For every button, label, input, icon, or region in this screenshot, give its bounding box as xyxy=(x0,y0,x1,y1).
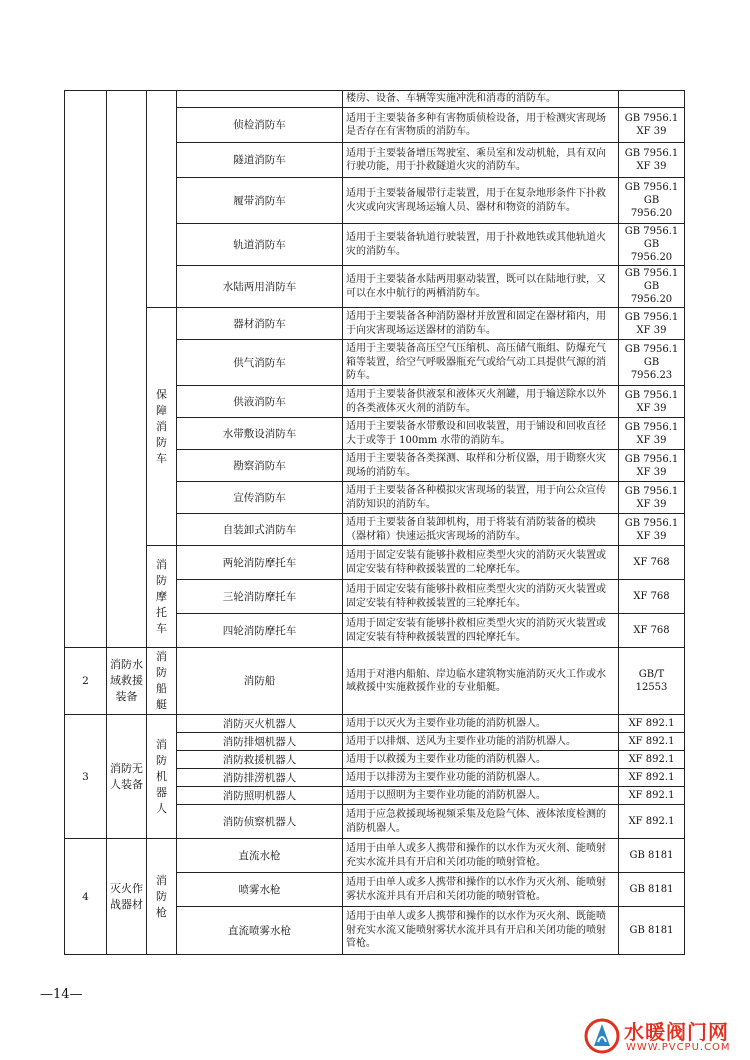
standard-code-cell: XF 892.1 xyxy=(619,751,685,769)
category-name-cell xyxy=(107,91,147,648)
equipment-description-cell: 适用于应急救援现场视频采集及危险气体、液体浓度检测的消防机器人。 xyxy=(343,805,619,839)
equipment-description-cell: 适用于固定安装有能够扑救相应类型火灾的消防灭火装置或固定安装有特种救援装置的四轮摩托车。 xyxy=(343,614,619,648)
equipment-description-cell: 适用于主要装备各种模拟灾害现场的装置，用于向公众宣传消防知识的消防车。 xyxy=(343,482,619,514)
subcategory-cell: 消防枪 xyxy=(147,839,177,955)
equipment-description-cell: 适用于主要装备轨道行驶装置，用于扑救地铁或其他轨道火灾的消防车。 xyxy=(343,224,619,266)
standard-code-cell: GB 8181 xyxy=(619,873,685,907)
equipment-description-cell: 适用于以灭火为主要作业功能的消防机器人。 xyxy=(343,715,619,733)
standard-code-cell: XF 892.1 xyxy=(619,787,685,805)
subcategory-cell: 消防机器人 xyxy=(147,715,177,839)
equipment-description-cell: 适用于主要装备供液泵和液体灭火剂罐，用于输送除水以外的各类液体灭火剂的消防车。 xyxy=(343,386,619,418)
equipment-name-cell: 水带敷设消防车 xyxy=(177,418,343,450)
standard-code-cell: XF 768 xyxy=(619,546,685,580)
equipment-name-cell: 直流水枪 xyxy=(177,839,343,873)
equipment-description-cell: 适用于主要装备高压空气压缩机、高压储气瓶组、防爆充气箱等装置，给空气呼吸器瓶充气或给气动工具提供气源的消防车。 xyxy=(343,340,619,386)
table-row xyxy=(65,839,685,873)
equipment-name-cell: 自装卸式消防车 xyxy=(177,514,343,546)
watermark-name: 水暖阀门网 xyxy=(624,1020,729,1044)
equipment-description-cell: 适用于主要装备水陆两用驱动装置，既可以在陆地行驶，又可以在水中航行的两栖消防车。 xyxy=(343,266,619,308)
equipment-name-cell: 供液消防车 xyxy=(177,386,343,418)
standard-code-cell: GB 7956.1 XF 39 xyxy=(619,386,685,418)
equipment-description-cell: 适用于由单人或多人携带和操作的以水作为灭火剂、能喷射充实水流并具有开启和关闭功能的喷射管枪。 xyxy=(343,839,619,873)
equipment-description-cell: 适用于由单人或多人携带和操作的以水作为灭火剂、既能喷射充实水流又能喷射雾状水流并具有开启和关闭功能的喷射管枪。 xyxy=(343,907,619,955)
category-name-cell: 消防水域救援装备 xyxy=(107,648,147,715)
equipment-name-cell: 消防船 xyxy=(177,648,343,715)
equipment-description-cell: 楼房、设备、车辆等实施冲洗和消毒的消防车。 xyxy=(343,91,619,108)
equipment-name-cell: 履带消防车 xyxy=(177,178,343,224)
standard-code-cell xyxy=(619,91,685,108)
standard-code-cell: GB 7956.1 GB 7956.23 xyxy=(619,340,685,386)
equipment-name-cell: 宣传消防车 xyxy=(177,482,343,514)
equipment-description-cell: 适用于主要装备履带行走装置，用于在复杂地形条件下扑救火灾或向灾害现场运输人员、器材和物资的消防车。 xyxy=(343,178,619,224)
equipment-name-cell: 轨道消防车 xyxy=(177,224,343,266)
standard-code-cell: GB 7956.1 XF 39 xyxy=(619,143,685,178)
equipment-description-cell: 适用于主要装备自装卸机构，用于将装有消防装备的模块（器材箱）快速运抵灾害现场的消防车。 xyxy=(343,514,619,546)
standard-code-cell: GB 7956.1 GB 7956.20 xyxy=(619,178,685,224)
standard-code-cell: GB 7956.1 GB 7956.20 xyxy=(619,266,685,308)
standard-code-cell: XF 892.1 xyxy=(619,769,685,787)
subcategory-cell: 保障消防车 xyxy=(147,308,177,546)
standard-code-cell: XF 892.1 xyxy=(619,733,685,751)
subcategory-cell: 消防摩托车 xyxy=(147,546,177,648)
equipment-name-cell: 勘察消防车 xyxy=(177,450,343,482)
equipment-name-cell: 消防救援机器人 xyxy=(177,751,343,769)
standard-code-cell: GB 7956.1 GB 7956.20 xyxy=(619,224,685,266)
watermark-site: WWW.PVCPU.COM xyxy=(626,1042,731,1053)
equipment-name-cell: 三轮消防摩托车 xyxy=(177,580,343,614)
equipment-description-cell: 适用于主要装备多种有害物质侦检设备，用于检测灾害现场是否存在有害物质的消防车。 xyxy=(343,108,619,143)
equipment-name-cell: 消防排烟机器人 xyxy=(177,733,343,751)
equipment-description-cell: 适用于固定安装有能够扑救相应类型火灾的消防灭火装置或固定安装有特种救援装置的三轮摩托车。 xyxy=(343,580,619,614)
equipment-name-cell: 消防排涝机器人 xyxy=(177,769,343,787)
standard-code-cell: GB 7956.1 XF 39 xyxy=(619,514,685,546)
equipment-description-cell: 适用于主要装备各种消防器材并放置和固定在器材箱内，用于向灾害现场运送器材的消防车。 xyxy=(343,308,619,340)
equipment-name-cell: 两轮消防摩托车 xyxy=(177,546,343,580)
equipment-description-cell: 适用于以排涝为主要作业功能的消防机器人。 xyxy=(343,769,619,787)
standard-code-cell: GB 7956.1 XF 39 xyxy=(619,108,685,143)
category-name-cell: 灭火作战器材 xyxy=(107,839,147,955)
standard-code-cell: GB 7956.1 XF 39 xyxy=(619,308,685,340)
equipment-description-cell: 适用于主要装备水带敷设和回收装置，用于铺设和回收直径大于或等于 100mm 水带的消防车。 xyxy=(343,418,619,450)
standard-code-cell: XF 768 xyxy=(619,614,685,648)
category-number-cell: 2 xyxy=(65,648,107,715)
standard-code-cell: GB 7956.1 XF 39 xyxy=(619,482,685,514)
standard-code-cell: GB 7956.1 XF 39 xyxy=(619,418,685,450)
equipment-name-cell: 供气消防车 xyxy=(177,340,343,386)
equipment-name-cell: 水陆两用消防车 xyxy=(177,266,343,308)
table-row xyxy=(65,648,685,715)
category-number-cell xyxy=(65,91,107,648)
table-row xyxy=(65,546,685,580)
document-page xyxy=(64,90,684,955)
equipment-name-cell: 消防灭火机器人 xyxy=(177,715,343,733)
equipment-name-cell: 四轮消防摩托车 xyxy=(177,614,343,648)
category-number-cell: 3 xyxy=(65,715,107,839)
equipment-description-cell: 适用于主要装备各类探测、取样和分析仪器，用于勘察火灾现场的消防车。 xyxy=(343,450,619,482)
equipment-description-cell: 适用于主要装备增压驾驶室、乘员室和发动机舱，具有双向行驶功能，用于扑救隧道火灾的消防车。 xyxy=(343,143,619,178)
equipment-name-cell: 消防侦察机器人 xyxy=(177,805,343,839)
equipment-description-cell: 适用于以救援为主要作业功能的消防机器人。 xyxy=(343,751,619,769)
standard-code-cell: GB 8181 xyxy=(619,839,685,873)
table-row xyxy=(65,715,685,733)
equipment-description-cell: 适用于以排烟、送风为主要作业功能的消防机器人。 xyxy=(343,733,619,751)
standard-code-cell: GB 7956.1 XF 39 xyxy=(619,450,685,482)
valve-logo-icon xyxy=(584,1016,620,1056)
standard-code-cell: XF 892.1 xyxy=(619,715,685,733)
standard-code-cell: GB 8181 xyxy=(619,907,685,955)
table-row xyxy=(65,308,685,340)
equipment-name-cell: 侦检消防车 xyxy=(177,108,343,143)
equipment-name-cell: 隧道消防车 xyxy=(177,143,343,178)
equipment-name-cell: 直流喷雾水枪 xyxy=(177,907,343,955)
standard-code-cell: GB/T 12553 xyxy=(619,648,685,715)
equipment-spec-table xyxy=(64,90,685,955)
subcategory-cell: 消防船艇 xyxy=(147,648,177,715)
equipment-name-cell: 消防照明机器人 xyxy=(177,787,343,805)
table-row xyxy=(65,91,685,108)
equipment-name-cell: 喷雾水枪 xyxy=(177,873,343,907)
standard-code-cell: XF 768 xyxy=(619,580,685,614)
equipment-name-cell: 器材消防车 xyxy=(177,308,343,340)
equipment-description-cell: 适用于固定安装有能够扑救相应类型火灾的消防灭火装置或固定安装有特种救援装置的二轮摩托车。 xyxy=(343,546,619,580)
standard-code-cell: XF 892.1 xyxy=(619,805,685,839)
category-number-cell: 4 xyxy=(65,839,107,955)
page-number: —14— xyxy=(40,987,83,1002)
category-name-cell: 消防无人装备 xyxy=(107,715,147,839)
equipment-description-cell: 适用于对港内船舶、岸边临水建筑物实施消防灭火工作或水域救援中实施救援作业的专业船艇。 xyxy=(343,648,619,715)
subcategory-cell xyxy=(147,91,177,308)
site-watermark xyxy=(584,1016,744,1060)
equipment-name-cell xyxy=(177,91,343,108)
equipment-description-cell: 适用于由单人或多人携带和操作的以水作为灭火剂、能喷射雾状水流并具有开启和关闭功能的喷射管枪。 xyxy=(343,873,619,907)
equipment-description-cell: 适用于以照明为主要作业功能的消防机器人。 xyxy=(343,787,619,805)
